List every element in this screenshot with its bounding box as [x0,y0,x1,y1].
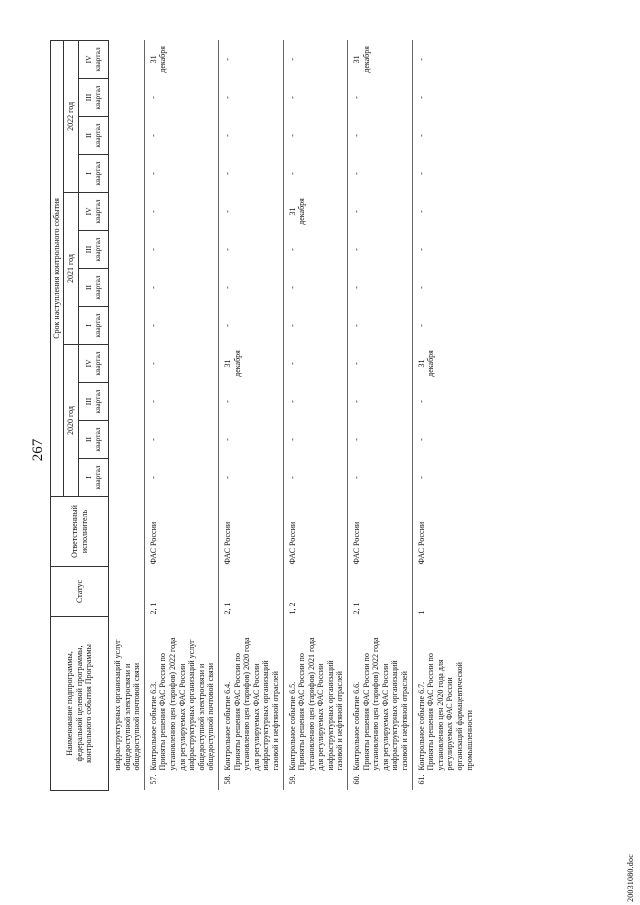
quarter-deadline-cell: - [348,382,413,420]
quarter-deadline-cell: 31 декабря [348,40,413,78]
quarter-deadline-cell: - [283,420,348,458]
quarter-deadline-cell: - [218,230,283,268]
quarter-deadline-cell [109,382,145,420]
header-quarter: I квартал [79,154,109,192]
quarter-deadline-cell: - [348,192,413,230]
quarter-deadline-cell [109,192,145,230]
quarter-deadline-cell: - [348,420,413,458]
quarter-deadline-cell [109,40,145,78]
quarter-deadline-cell [109,154,145,192]
quarter-deadline-cell: - [412,458,476,496]
quarter-deadline-cell: - [283,154,348,192]
event-name: Контрольное событие 6.4. Приняты решения ФАС России по установлению цен (тарифов) 2020 года для регулируемых ФАС России инфраструктурных организаций газовой и нефтяной отраслей [218,616,283,772]
header-quarter: III квартал [79,382,109,420]
row-number: 61. [412,773,476,791]
quarter-deadline-cell: - [412,154,476,192]
quarter-deadline-cell [109,306,145,344]
table-row [144,40,218,790]
quarter-deadline-cell [109,116,145,154]
quarter-deadline-cell: - [144,344,218,382]
quarter-deadline-cell: - [144,382,218,420]
event-status: 2, 1 [348,566,413,616]
quarter-deadline-cell: - [144,116,218,154]
quarter-deadline-cell: - [218,382,283,420]
header-quarter: II квартал [79,268,109,306]
header-quarter: IV квартал [79,192,109,230]
control-events-table [50,40,476,791]
quarter-deadline-cell: - [348,154,413,192]
quarter-deadline-cell: - [218,420,283,458]
quarter-deadline-cell: - [348,306,413,344]
event-status: 1 [412,566,476,616]
quarter-deadline-cell: 31 декабря [283,192,348,230]
row-number [109,773,145,791]
quarter-deadline-cell: - [283,116,348,154]
quarter-deadline-cell: - [348,344,413,382]
quarter-deadline-cell: - [218,40,283,78]
quarter-deadline-cell: - [412,382,476,420]
quarter-deadline-cell: - [412,116,476,154]
header-quarter: II квартал [79,116,109,154]
quarter-deadline-cell: - [412,78,476,116]
quarter-deadline-cell [109,230,145,268]
event-status: 2, 1 [144,566,218,616]
header-quarter: II квартал [79,420,109,458]
header-quarter: IV квартал [79,40,109,78]
quarter-deadline-cell: - [144,458,218,496]
quarter-deadline-cell: - [412,420,476,458]
quarter-deadline-cell [109,78,145,116]
event-status: 2, 1 [218,566,283,616]
header-executor-column: Ответственный исполнитель [51,496,109,566]
event-name: Контрольное событие 6.3. Приняты решения ФАС России по установлению цен (тарифов) 2022 года для регулируемых ФАС России инфраструктурных организаций услуг общедоступной электросвязи и общедоступной почтовой связи [144,616,218,772]
table-row [218,40,283,790]
quarter-deadline-cell: - [218,458,283,496]
quarter-deadline-cell: - [283,268,348,306]
quarter-deadline-cell: - [412,306,476,344]
quarter-deadline-cell: - [348,116,413,154]
quarter-deadline-cell: - [144,154,218,192]
table-row [283,40,348,790]
event-executor: ФАС России [283,496,348,566]
quarter-deadline-cell [109,420,145,458]
quarter-deadline-cell: - [218,78,283,116]
table-row [348,40,413,790]
event-name: инфраструктурных организаций услуг общедоступной электросвязи и общедоступной почтовой связи [113,639,142,771]
header-name-column: Наименование подпрограммы, федеральной целевой программы, контрольного события Программы [51,616,109,790]
event-name: Контрольное событие 6.7. Приняты решения ФАС России по установлению цен 2020 года для регулируемых ФАС России организаций фармацевтической промышленности [412,616,476,772]
quarter-deadline-cell: - [218,268,283,306]
event-executor: ФАС России [412,496,476,566]
quarter-deadline-cell: - [283,458,348,496]
quarter-deadline-cell [109,344,145,382]
row-number: 58. [218,773,283,791]
quarter-deadline-cell: - [218,306,283,344]
quarter-deadline-cell: - [283,382,348,420]
quarter-deadline-cell: - [348,458,413,496]
header-year-2021: 2021 год [64,192,79,344]
row-number: 60. [348,773,413,791]
quarter-deadline-cell: 31 декабря [218,344,283,382]
quarter-deadline-cell: - [412,268,476,306]
quarter-deadline-cell: - [144,230,218,268]
document-code: 20031080.doc [626,854,635,902]
table-header [51,40,109,790]
event-executor: ФАС России [218,496,283,566]
quarter-deadline-cell: - [412,192,476,230]
quarter-deadline-cell: 31 декабря [412,344,476,382]
header-quarter: III квартал [79,230,109,268]
header-year-2022: 2022 год [64,40,79,192]
quarter-deadline-cell: - [283,230,348,268]
event-executor: ФАС России [348,496,413,566]
quarter-deadline-cell: - [283,78,348,116]
header-quarter: I квартал [79,458,109,496]
quarter-deadline-cell [109,268,145,306]
header-quarter: IV квартал [79,344,109,382]
event-executor: ФАС России [144,496,218,566]
quarter-deadline-cell: - [412,230,476,268]
header-quarter: I квартал [79,306,109,344]
quarter-deadline-cell: - [283,306,348,344]
event-name: Контрольное событие 6.5. Приняты решения ФАС России по установлению цен (тарифов) 2021 года для регулируемых ФАС России инфраструктурных организаций газовой и нефтяной отраслей [283,616,348,772]
header-year-2020: 2020 год [64,344,79,496]
quarter-deadline-cell: - [218,154,283,192]
table-body [109,40,477,790]
event-status [109,566,145,616]
table-row [109,40,145,790]
quarter-deadline-cell: - [144,192,218,230]
quarter-deadline-cell: - [283,40,348,78]
quarter-deadline-cell: - [144,306,218,344]
quarter-deadline-cell [109,458,145,496]
quarter-deadline-cell: - [412,40,476,78]
page-number: 267 [30,438,46,462]
quarter-deadline-cell: - [348,268,413,306]
row-number: 57. [144,773,218,791]
quarter-deadline-cell: - [218,192,283,230]
header-status-column: Статус [51,566,109,616]
quarter-deadline-cell: - [144,420,218,458]
event-executor [109,496,145,566]
quarter-deadline-cell: - [144,268,218,306]
event-name: Контрольное событие 6.6. Приняты решения ФАС России по установлению цен (тарифов) 2022 года для регулируемых ФАС России инфраструктурных организаций газовой и нефтяной отраслей [348,616,413,772]
quarter-deadline-cell: - [144,78,218,116]
quarter-deadline-cell: 31 декабря [144,40,218,78]
table-row [412,40,476,790]
quarter-deadline-cell: - [283,344,348,382]
quarter-deadline-cell: - [218,116,283,154]
header-deadline: Срок наступления контрольного события [51,40,64,496]
quarter-deadline-cell: - [348,78,413,116]
row-number: 59. [283,773,348,791]
quarter-deadline-cell: - [348,230,413,268]
header-quarter: III квартал [79,78,109,116]
event-status: 1, 2 [283,566,348,616]
